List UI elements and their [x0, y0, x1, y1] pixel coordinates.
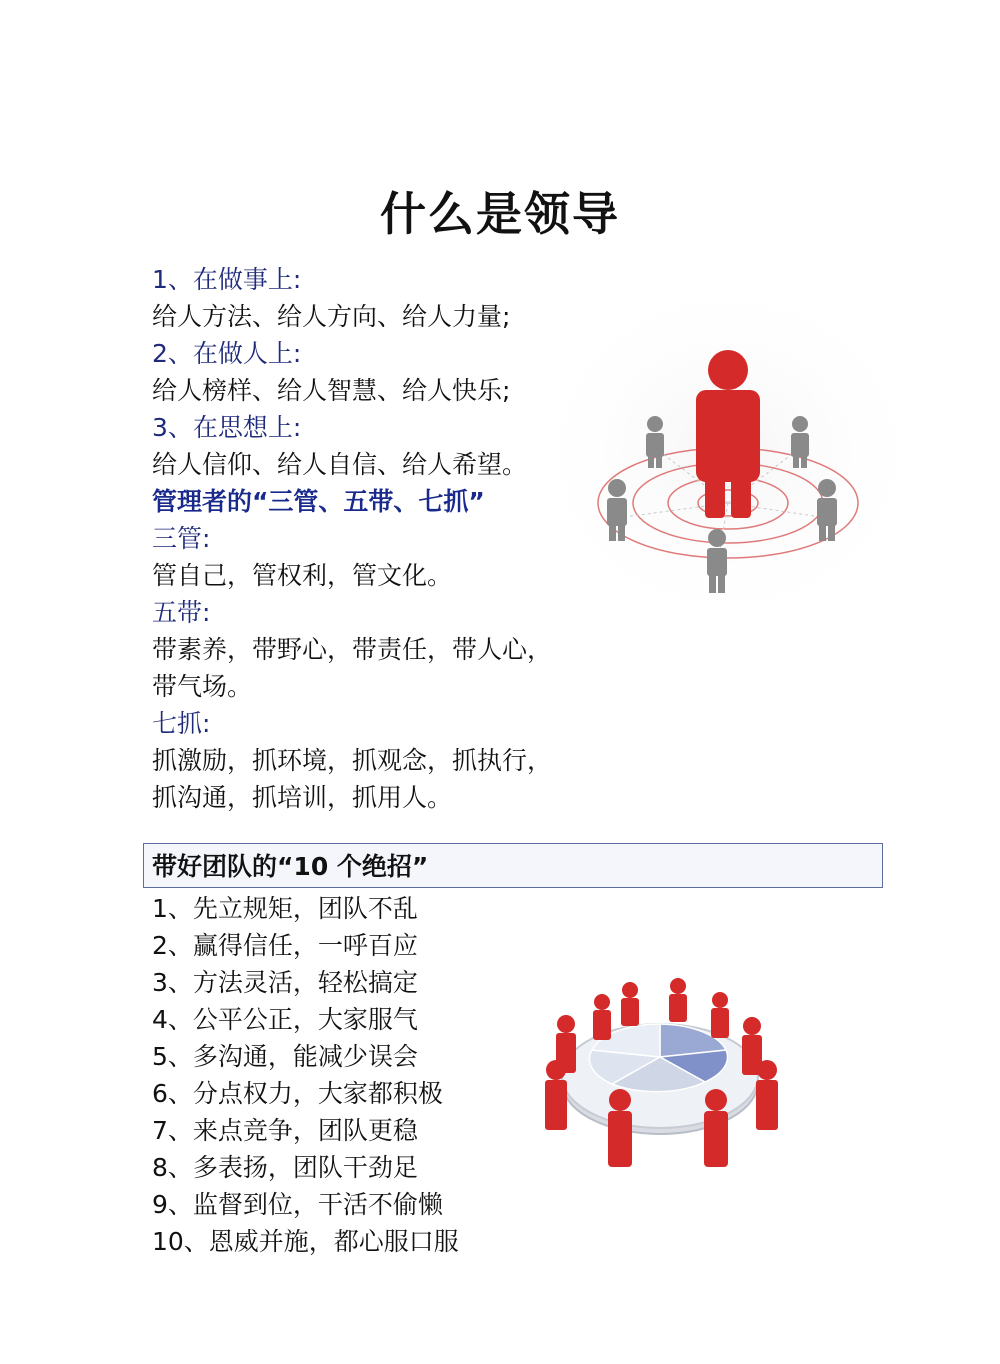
manager-heading: 管理者的“三管、五带、七抓” — [152, 487, 485, 516]
team-tip-item: 8、多表扬，团队干劲足 — [152, 1153, 418, 1182]
team-member-icon — [556, 1015, 576, 1073]
team-member-icon — [608, 1089, 632, 1167]
sanguan-heading: 三管: — [152, 524, 211, 553]
section-heading-person: 2、在做人上: — [152, 339, 302, 368]
sanguan-body: 管自己，管权利，管文化。 — [152, 561, 453, 590]
qizhua-body-2: 抓沟通，抓培训，抓用人。 — [152, 783, 453, 812]
leader-figure-illustration — [555, 298, 900, 608]
team-tip-item: 9、监督到位，干活不偷懒 — [152, 1190, 443, 1219]
section-heading-work: 1、在做事上: — [152, 265, 302, 294]
team-tip-item: 6、分点权力，大家都积极 — [152, 1079, 443, 1108]
team-tips-heading-box — [143, 843, 883, 888]
team-tip-item: 5、多沟通，能减少误会 — [152, 1042, 418, 1071]
qizhua-heading: 七抓: — [152, 709, 211, 738]
team-member-icon — [593, 994, 611, 1040]
section-body-person: 给人榜样、给人智慧、给人快乐; — [152, 376, 511, 405]
section-heading-thought: 3、在思想上: — [152, 413, 302, 442]
team-member-icon — [669, 978, 687, 1022]
team-tip-item: 2、赢得信任，一呼百应 — [152, 931, 418, 960]
team-tip-item: 3、方法灵活，轻松搞定 — [152, 968, 418, 997]
team-round-table-illustration — [530, 972, 790, 1177]
wudai-heading: 五带: — [152, 598, 211, 627]
qizhua-body-1: 抓激励，抓环境，抓观念，抓执行， — [152, 746, 553, 775]
section-body-thought: 给人信仰、给人自信、给人希望。 — [152, 450, 528, 479]
team-tip-item: 1、先立规矩，团队不乱 — [152, 894, 418, 923]
wudai-body-1: 带素养，带野心，带责任，带人心， — [152, 635, 553, 664]
section-body-work: 给人方法、给人方向、给人力量; — [152, 302, 511, 331]
team-tips-heading: 带好团队的“10 个绝招” — [152, 852, 429, 881]
team-tip-item: 10、恩威并施，都心服口服 — [152, 1227, 459, 1256]
team-member-icon — [756, 1060, 778, 1130]
page-title: 什么是领导 — [380, 187, 620, 241]
wudai-body-2: 带气场。 — [152, 672, 253, 701]
team-tip-item: 4、公平公正，大家服气 — [152, 1005, 418, 1034]
team-tip-item: 7、来点竞争，团队更稳 — [152, 1116, 418, 1145]
team-member-icon — [621, 982, 639, 1026]
team-member-icon — [704, 1089, 728, 1167]
team-member-icon — [711, 992, 729, 1038]
